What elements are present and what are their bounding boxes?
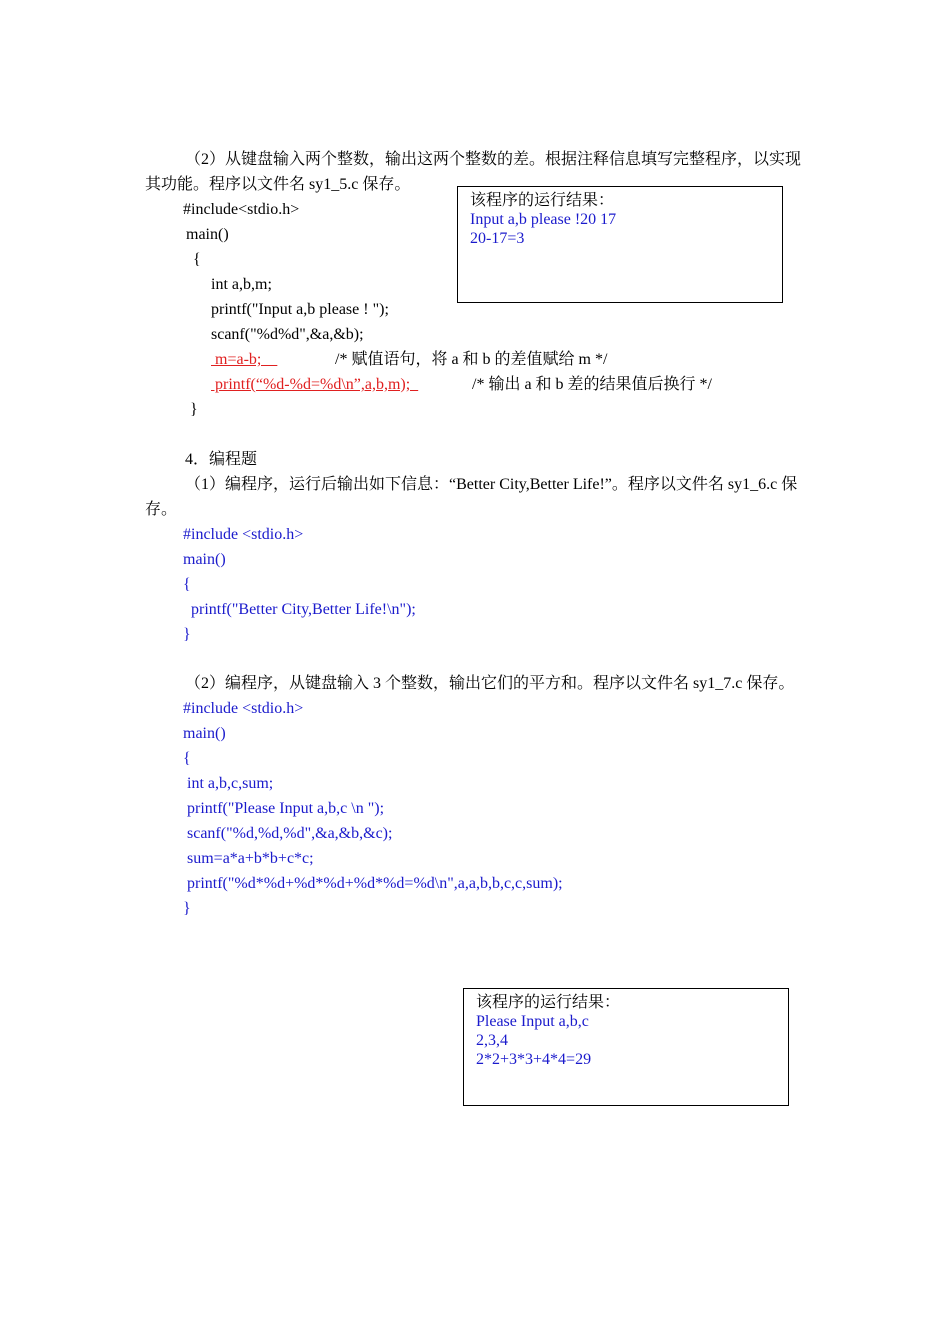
- result-box-sy1-5: [457, 186, 783, 303]
- result-box-title: 该程序的运行结果：: [476, 994, 621, 1011]
- question-2-intro-line2: 其功能。程序以文件名 sy1_5.c 保存。: [145, 176, 411, 193]
- result-box-sy1-7: [463, 988, 789, 1106]
- result-line: 2*2+3*3+4*4=29: [476, 1051, 592, 1068]
- code-comment-1: /* 赋值语句，将 a 和 b 的差值赋给 m */: [335, 351, 608, 368]
- code-line: }: [183, 900, 191, 917]
- result-line: 2,3,4: [476, 1032, 508, 1049]
- code-declaration: int a,b,m;: [211, 276, 272, 293]
- code-line: printf("%d*%d+%d*%d+%d*%d=%d\n",a,a,b,b,c,c,sum);: [183, 875, 563, 892]
- result-box-title: 该程序的运行结果：: [470, 192, 615, 209]
- code-include: #include<stdio.h>: [183, 201, 300, 218]
- question-2-intro-line1: （2）从键盘输入两个整数，输出这两个整数的差。根据注释信息填写完整程序，以实现: [185, 151, 802, 168]
- code-printf: printf("Input a,b please ! ");: [211, 301, 389, 318]
- result-line: Input a,b please !20 17: [470, 211, 617, 228]
- code-line: int a,b,c,sum;: [183, 775, 274, 792]
- code-line: printf("Better City,Better Life!\n");: [183, 601, 416, 618]
- code-close-brace: }: [190, 401, 198, 418]
- result-line: Please Input a,b,c: [476, 1013, 589, 1030]
- question-4-1-intro-line1: （1）编程序，运行后输出如下信息：“Better City,Better Life!”。程序以文件名 sy1_6.c 保: [185, 476, 798, 493]
- code-fill-answer-2: printf(“%d-%d=%d\n”,a,b,m);: [211, 376, 419, 393]
- code-line: {: [183, 576, 191, 593]
- code-line: printf("Please Input a,b,c \n ");: [183, 800, 385, 817]
- question-4-2-intro: （2）编程序，从键盘输入 3 个整数，输出它们的平方和。程序以文件名 sy1_7.c 保存。: [185, 675, 795, 692]
- section-4-heading: 4．编程题: [185, 451, 258, 468]
- code-comment-2: /* 输出 a 和 b 差的结果值后换行 */: [472, 376, 712, 393]
- code-line: }: [183, 626, 191, 643]
- code-open-brace: {: [193, 251, 201, 268]
- code-line: #include <stdio.h>: [183, 526, 304, 543]
- question-4-1-intro-line2: 存。: [145, 501, 178, 518]
- code-line: {: [183, 750, 191, 767]
- code-line: sum=a*a+b*b+c*c;: [183, 850, 314, 867]
- code-main: main(): [186, 226, 229, 243]
- code-line: main(): [183, 551, 226, 568]
- code-line: scanf("%d,%d,%d",&a,&b,&c);: [183, 825, 393, 842]
- code-line: main(): [183, 725, 226, 742]
- code-fill-answer-1: m=a-b;: [211, 351, 278, 368]
- code-scanf: scanf("%d%d",&a,&b);: [211, 326, 364, 343]
- result-line: 20-17=3: [470, 230, 525, 247]
- code-line: #include <stdio.h>: [183, 700, 304, 717]
